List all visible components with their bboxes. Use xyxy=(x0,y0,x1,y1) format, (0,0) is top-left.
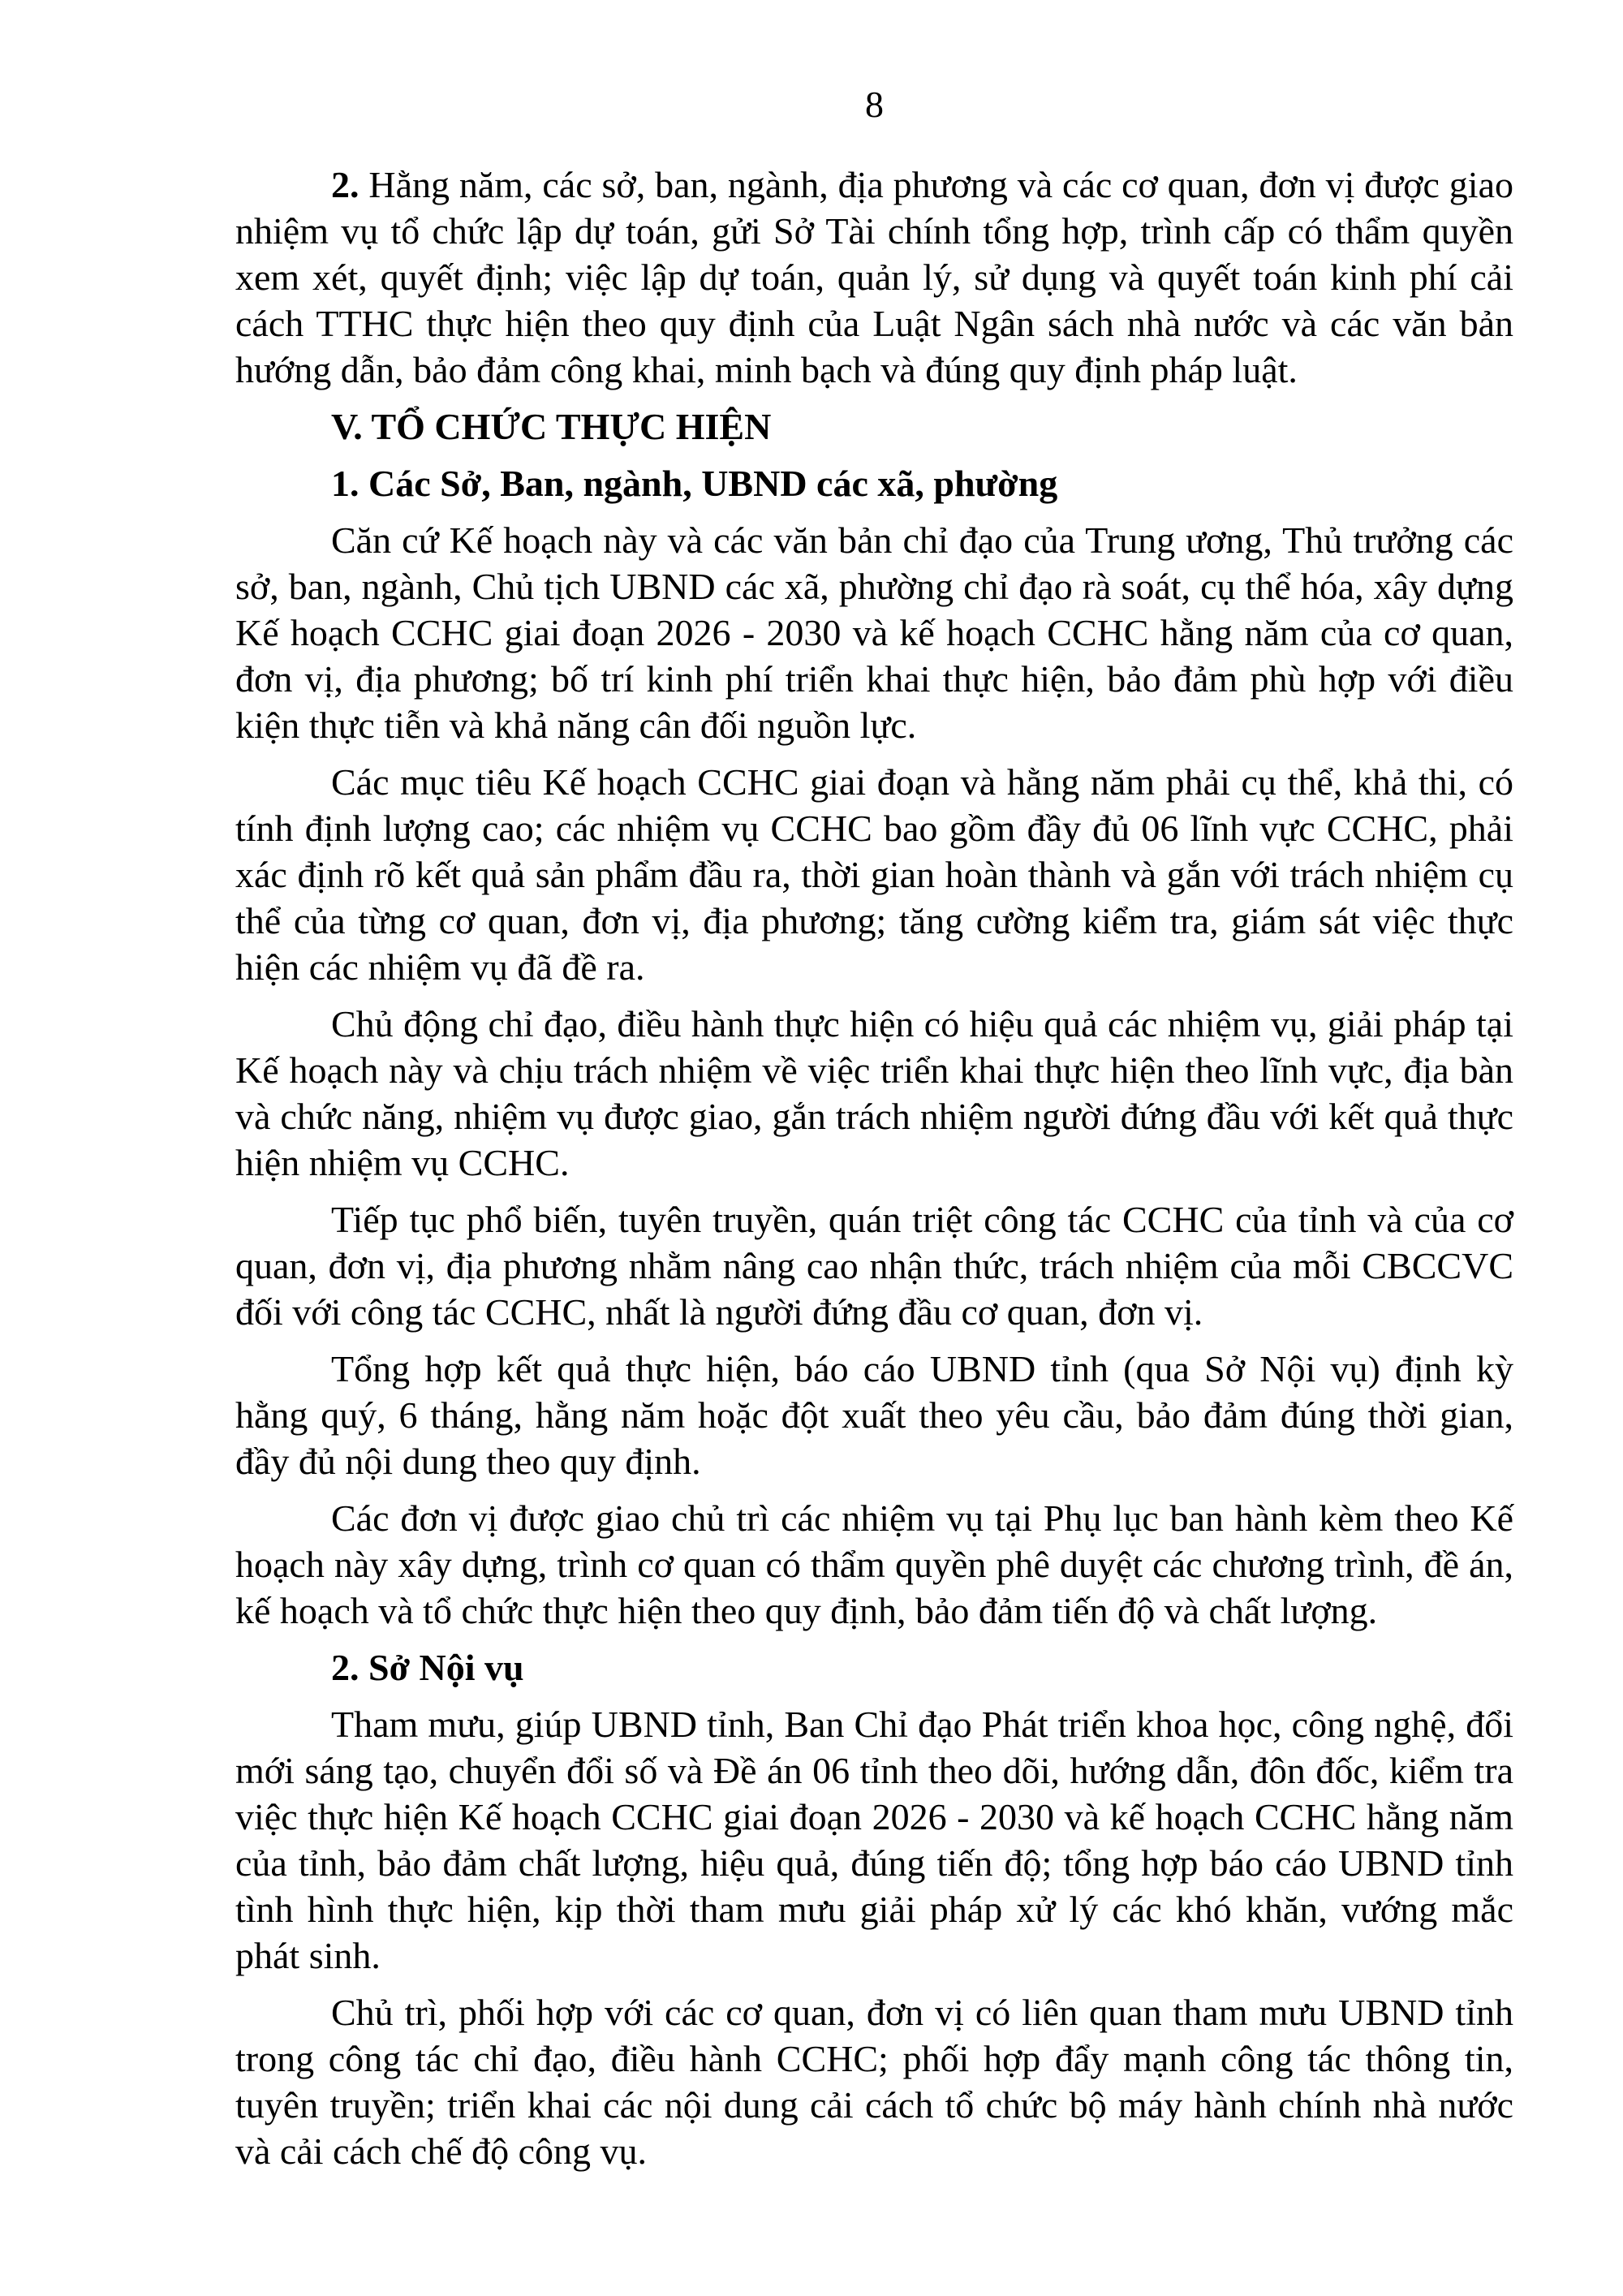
paragraph: Chủ động chỉ đạo, điều hành thực hiện có hiệu quả các nhiệm vụ, giải pháp tại Kế hoạch này và chịu trách nhiệm về việc triển khai thực hiện theo lĩnh vực, địa bàn và chức năng, nhiệm vụ được giao, gắn trách nhiệm người đứng đầu với kết quả thực hiện nhiệm vụ CCHC. xyxy=(235,1003,1513,1183)
paragraph: Các đơn vị được giao chủ trì các nhiệm vụ tại Phụ lục ban hành kèm theo Kế hoạch này xây dựng, trình cơ quan có thẩm quyền phê duyệt các chương trình, đề án, kế hoạch và tổ chức thực hiện theo quy định, bảo đảm tiến độ và chất lượng. xyxy=(235,1497,1513,1631)
section-heading: 2. Sở Nội vụ xyxy=(331,1647,524,1688)
paragraph: 2. Hằng năm, các sở, ban, ngành, địa phương và các cơ quan, đơn vị được giao nhiệm vụ tổ chức lập dự toán, gửi Sở Tài chính tổng hợp, trình cấp có thẩm quyền xem xét, quyết định; việc lập dự toán, quản lý, sử dụng và quyết toán kinh phí cải cách TTHC thực hiện theo quy định của Luật Ngân sách nhà nước và các văn bản hướng dẫn, bảo đảm công khai, minh bạch và đúng quy định pháp luật. xyxy=(235,164,1514,390)
paragraph: Tiếp tục phổ biến, tuyên truyền, quán triệt công tác CCHC của tỉnh và của cơ quan, đơn vị, địa phương nhằm nâng cao nhận thức, trách nhiệm của mỗi CBCCVC đối với công tác CCHC, nhất là người đứng đầu cơ quan, đơn vị. xyxy=(235,1199,1513,1333)
paragraph-number: 2. xyxy=(331,164,369,205)
paragraph: Chủ trì, phối hợp với các cơ quan, đơn vị có liên quan tham mưu UBND tỉnh trong công tác chỉ đạo, điều hành CCHC; phối hợp đẩy mạnh công tác thông tin, tuyên truyền; triển khai các nội dung cải cách tổ chức bộ máy hành chính nhà nước và cải cách chế độ công vụ. xyxy=(235,1992,1513,2172)
paragraph: Tổng hợp kết quả thực hiện, báo cáo UBND tỉnh (qua Sở Nội vụ) định kỳ hằng quý, 6 tháng, hằng năm hoặc đột xuất theo yêu cầu, bảo đảm đúng thời gian, đầy đủ nội dung theo quy định. xyxy=(235,1348,1513,1482)
section-heading: V. TỔ CHỨC THỰC HIỆN xyxy=(331,406,772,447)
section-heading: 1. Các Sở, Ban, ngành, UBND các xã, phường xyxy=(331,463,1058,504)
paragraph: Tham mưu, giúp UBND tỉnh, Ban Chỉ đạo Phát triển khoa học, công nghệ, đổi mới sáng tạo, chuyển đổi số và Đề án 06 tỉnh theo dõi, hướng dẫn, đôn đốc, kiểm tra việc thực hiện Kế hoạch CCHC giai đoạn 2026 - 2030 và kế hoạch CCHC hằng năm của tỉnh, bảo đảm chất lượng, hiệu quả, đúng tiến độ; tổng hợp báo cáo UBND tỉnh tình hình thực hiện, kịp thời tham mưu giải pháp xử lý các khó khăn, vướng mắc phát sinh. xyxy=(235,1704,1513,1976)
paragraph: Các mục tiêu Kế hoạch CCHC giai đoạn và hằng năm phải cụ thể, khả thi, có tính định lượng cao; các nhiệm vụ CCHC bao gồm đầy đủ 06 lĩnh vực CCHC, phải xác định rõ kết quả sản phẩm đầu ra, thời gian hoàn thành và gắn với trách nhiệm cụ thể của từng cơ quan, đơn vị, địa phương; tăng cường kiểm tra, giám sát việc thực hiện các nhiệm vụ đã đề ra. xyxy=(235,761,1513,988)
document-body xyxy=(235,162,1513,2174)
page-number: 8 xyxy=(865,84,884,125)
paragraph: Căn cứ Kế hoạch này và các văn bản chỉ đạo của Trung ương, Thủ trưởng các sở, ban, ngành, Chủ tịch UBND các xã, phường chỉ đạo rà soát, cụ thể hóa, xây dựng Kế hoạch CCHC giai đoạn 2026 - 2030 và kế hoạch CCHC hằng năm của cơ quan, đơn vị, địa phương; bố trí kinh phí triển khai thực hiện, bảo đảm phù hợp với điều kiện thực tiễn và khả năng cân đối nguồn lực. xyxy=(235,519,1513,746)
text-block xyxy=(235,0,1513,2185)
